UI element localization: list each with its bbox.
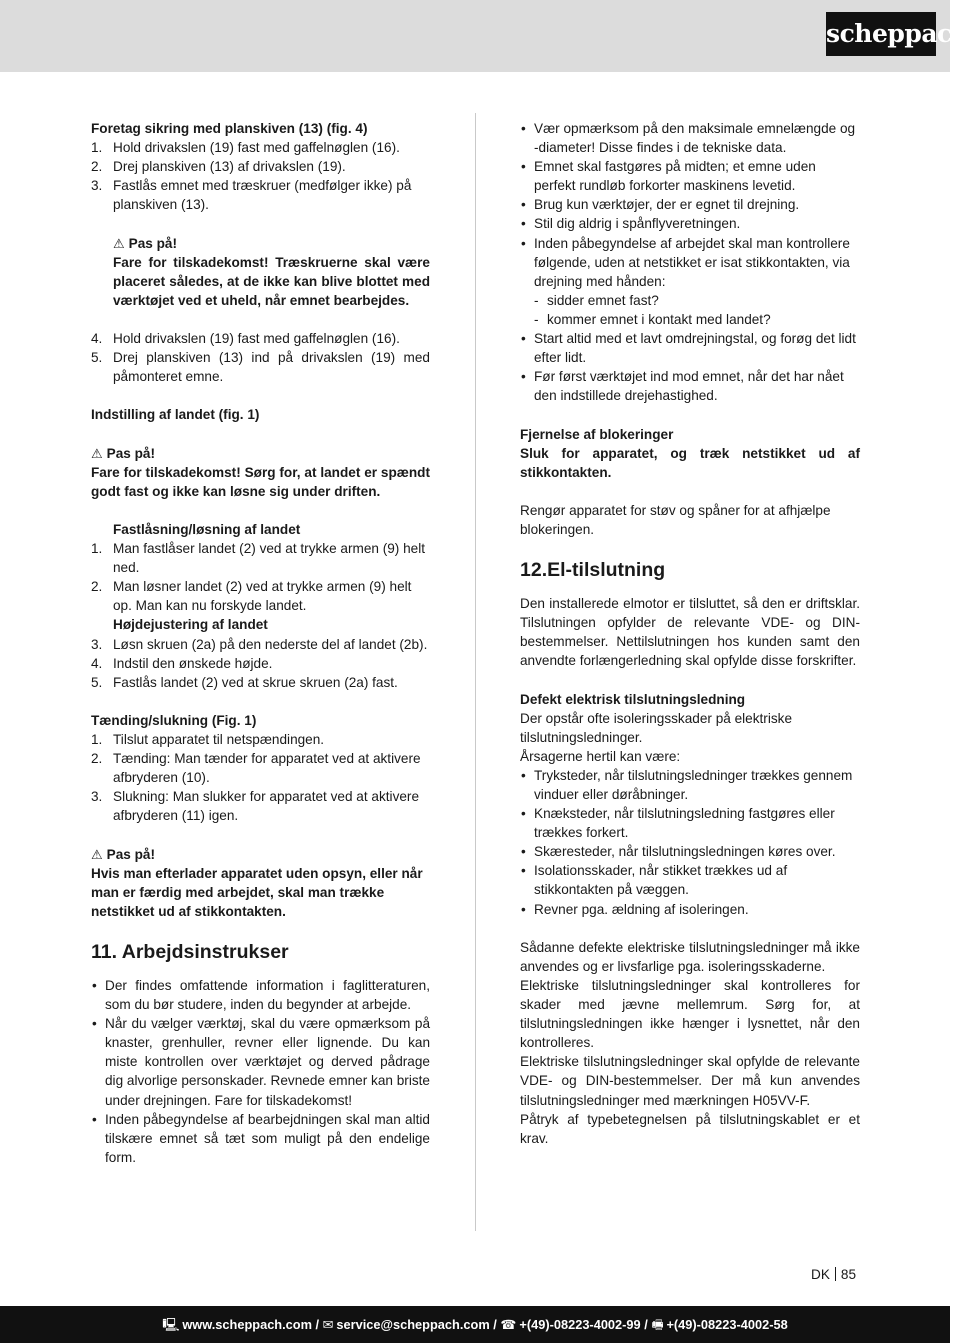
paragraph-eltilslutning: Den installerede elmotor er tilsluttet, så den er driftsklar. Tilslutningen opfylder de relevante VDE- og DIN-bestemmelser. Nettilslutningen hos kunden samt den anvendte forlængerledning skal opfylde disse forskrifter. <box>520 596 860 669</box>
section-title-12 <box>520 556 860 584</box>
bullet-icon: • <box>521 863 526 879</box>
dash-icon: - <box>534 311 539 327</box>
list-item <box>91 1014 430 1109</box>
item-text: Hold drivakslen (19) fast med gaffelnøglen (16). <box>113 331 400 347</box>
item-number: 3. <box>91 636 103 652</box>
list-item <box>91 976 430 1014</box>
item-text: Indstil den ønskede højde. <box>113 655 273 671</box>
numbered-list-2 <box>91 329 430 386</box>
dash-icon: - <box>534 292 539 308</box>
item-text: Revner pga. ældning af isoleringen. <box>534 901 749 917</box>
item-text: Der findes omfattende information i faglitteraturen, som du bør studere, inden du begynder at arbejde. <box>105 977 430 1013</box>
item-number: 2. <box>91 751 103 767</box>
item-text: Emnet skal fastgøres på midten; et emne uden perfekt rundløb forkorter maskinens levetid. <box>534 159 816 194</box>
list-item <box>91 654 430 673</box>
item-number: 3. <box>91 789 103 805</box>
list-item <box>520 804 860 842</box>
bullet-icon: • <box>521 806 526 822</box>
heading-taending: Tænding/slukning (Fig. 1) <box>91 712 257 728</box>
section-number: 11. <box>91 940 118 963</box>
warning-title: Pas på! <box>106 846 156 862</box>
list-item <box>520 214 860 233</box>
list-item <box>520 766 860 804</box>
item-text: Start altid med et lavt omdrejningstal, og forøg det lidt efter lidt. <box>534 331 856 366</box>
left-column <box>91 119 430 1167</box>
bullet-icon: • <box>521 844 526 860</box>
item-text: Drej planskiven (13) ind på drivakslen (19) med påmonteret emne. <box>113 350 430 385</box>
item-number: 3. <box>91 178 103 194</box>
section-title-text: El-tilslutning <box>547 559 666 582</box>
list-item <box>520 234 860 291</box>
section-title-text: Arbejdsinstrukser <box>121 940 289 963</box>
paragraph-c: Elektriske tilslutningsledninger skal opfylde de relevante VDE- og DIN-bestemmelser. Der må kun anvendes tilslutningsledninger med mærkningen H05VV-F. <box>520 1054 860 1108</box>
item-text: Inden påbegyndelse af arbejdet skal man kontrollere følgende, uden at netstikket er isat stikkontakten, via drejning med hånden: <box>534 235 850 289</box>
list-item <box>91 577 430 615</box>
item-text: Man fastlåser landet (2) ved at trykke armen (9) helt ned. <box>113 541 426 576</box>
warning-block-3 <box>91 845 430 921</box>
bullet-icon: • <box>521 369 526 385</box>
list-item <box>91 138 430 157</box>
item-text: Slukning: Man slukker for apparatet ved at aktivere afbryderen (11) igen. <box>113 789 420 824</box>
list-item <box>91 635 430 654</box>
section-number: 12. <box>520 559 548 582</box>
bullet-list-c <box>520 766 860 919</box>
item-text: Tilslut apparatet til netspændingen. <box>113 732 325 747</box>
dash-item <box>520 310 860 329</box>
header-bar <box>0 0 950 72</box>
list-item <box>520 861 860 899</box>
warning-icon: ⚠ <box>113 235 125 251</box>
item-text: Drej planskiven (13) af drivakslen (19). <box>113 159 346 175</box>
footer-phone: +(49)-08223-4002-99 / <box>519 1317 648 1332</box>
list-item <box>520 329 860 367</box>
warning-text: Fare for tilskadekomst! Sørg for, at landet er spændt godt fast og ikke kan løsne sig under driften. <box>91 464 430 499</box>
warning-text: Fare for tilskadekomst! Træskruerne skal være placeret således, at de ikke kan blive blottet med værktøjet ved et uheld, når emnet bearbejdes. <box>113 254 430 308</box>
numbered-list-1 <box>91 138 430 214</box>
list-item <box>520 842 860 861</box>
page-number-value: 85 <box>840 1267 857 1282</box>
blokering-text: Rengør apparatet for støv og spåner for at afhjælpe blokeringen. <box>520 502 831 537</box>
list-item <box>91 329 430 348</box>
warning-title: Pas på! <box>128 235 178 251</box>
item-text: Hold drivakslen (19) fast med gaffelnøglen (16). <box>113 140 400 156</box>
heading-planskive: Foretag sikring med planskiven (13) (fig. 4) <box>91 121 368 136</box>
item-text: Løsn skruen (2a) på den nederste del af landet (2b). <box>113 636 428 652</box>
item-number: 5. <box>91 350 103 366</box>
item-number: 4. <box>91 655 103 671</box>
mail-icon: ✉ <box>322 1317 334 1332</box>
paragraph-b: Elektriske tilslutningsledninger skal kontrolleres for skader med jævne mellemrum. Sørg for, at tilslutningsledningen ikke hænger i lysnettet, når den kontrolleres. <box>520 977 860 1051</box>
bullet-icon: • <box>92 977 97 993</box>
list-item <box>91 539 430 577</box>
bullet-icon: • <box>521 197 526 213</box>
item-text: Før først værktøjet ind mod emnet, når det har nået den indstillede drejehastighed. <box>534 369 844 404</box>
footer-bar <box>0 1306 950 1343</box>
bullet-list-11 <box>91 976 430 1167</box>
item-number: 1. <box>91 732 103 747</box>
item-number: 1. <box>91 140 103 156</box>
heading-landet: Indstilling af landet (fig. 1) <box>91 407 260 423</box>
brand-logo: scheppach <box>826 12 936 56</box>
item-number: 2. <box>91 159 103 175</box>
bullet-icon: • <box>521 901 526 917</box>
language-code: DK <box>811 1267 830 1282</box>
list-item <box>91 176 430 214</box>
bullet-icon: • <box>521 216 526 232</box>
list-item <box>520 157 860 195</box>
list-item <box>520 195 860 214</box>
bullet-icon: • <box>92 1111 97 1127</box>
warning-icon: ⚠ <box>91 846 103 862</box>
item-text: Man løsner landet (2) ved at trykke armen (9) helt op. Man kan nu forskyde landet. <box>113 579 412 614</box>
list-item <box>91 749 430 787</box>
item-text: Isolationsskader, når stikket trækkes ud af stikkontakten på væggen. <box>534 863 788 898</box>
item-text: Fastlås emnet med træskruer (medfølger ikke) på planskiven (13). <box>113 178 412 213</box>
numbered-list-5 <box>91 730 430 825</box>
page-number <box>811 1265 856 1284</box>
bullet-icon: • <box>521 159 526 175</box>
list-item <box>520 119 860 157</box>
bullet-icon: • <box>92 1016 97 1032</box>
bullet-icon: • <box>521 235 526 251</box>
section-title-11 <box>91 938 430 966</box>
bullet-list-a <box>520 119 860 405</box>
fax-icon: 🖷 <box>651 1317 664 1332</box>
item-number: 1. <box>91 541 103 557</box>
numbered-list-4 <box>91 635 430 692</box>
list-item <box>91 673 430 692</box>
paragraph-defekt: Der opstår ofte isoleringsskader på elektriske tilslutningsledninger. <box>520 710 793 745</box>
item-text: Når du vælger værktøj, skal du være opmærksom på knaster, grenhuller, revner eller lignende. Du kan miste kontrollen over værktøjet og derved pådrage dig alvorlige personskader. Revnede emner kan briste under drejningen. Fare for tilskadekomst! <box>105 1016 430 1108</box>
item-text: Tænding: Man tænder for apparatet ved at aktivere afbryderen (10). <box>113 751 421 786</box>
list-item <box>91 730 430 749</box>
footer-fax: +(49)-08223-4002-58 <box>666 1317 788 1332</box>
warning-block-1 <box>91 234 430 310</box>
footer-email[interactable]: service@scheppach.com / <box>336 1317 497 1332</box>
list-item <box>520 367 860 405</box>
item-text: Knæksteder, når tilslutningsledning fastgøres eller trækkes forkert. <box>534 806 835 841</box>
list-item <box>91 1110 430 1167</box>
paragraph-cause: Årsagerne hertil kan være: <box>520 748 681 764</box>
blokering-warning: Sluk for apparatet, og træk netstikket ud af stikkontakten. <box>520 445 860 480</box>
warning-block-2 <box>91 444 430 501</box>
warning-icon: ⚠ <box>91 445 103 461</box>
right-column <box>520 119 860 1148</box>
numbered-list-3 <box>91 539 430 615</box>
item-text: Brug kun værktøjer, der er egnet til drejning. <box>534 197 800 213</box>
bullet-icon: • <box>521 767 526 783</box>
subheading-hoejdejustering: Højdejustering af landet <box>113 617 268 633</box>
paragraph-a: Sådanne defekte elektriske tilslutningsledninger må ikke anvendes og er livsfarlige pga. isoleringsskaderne. <box>520 939 860 974</box>
bullet-icon: • <box>521 331 526 347</box>
heading-blokeringer: Fjernelse af blokeringer <box>520 426 674 442</box>
item-text: Vær opmærksom på den maksimale emnelængde og -diameter! Disse findes i de tekniske data. <box>534 121 856 156</box>
warning-title: Pas på! <box>106 445 156 461</box>
item-number: 2. <box>91 579 103 595</box>
list-item <box>91 348 430 386</box>
dash-item <box>520 291 860 310</box>
subheading-fastlaasning: Fastlåsning/løsning af landet <box>113 521 301 537</box>
item-text: sidder emnet fast? <box>547 292 659 308</box>
item-number: 5. <box>91 674 103 690</box>
bullet-icon: • <box>521 121 526 136</box>
column-divider <box>475 113 476 1231</box>
item-number: 4. <box>91 331 103 347</box>
item-text: Skæresteder, når tilslutningsledningen køres over. <box>534 844 836 860</box>
paragraph-d: Påtryk af typebetegnelsen på tilslutningskablet er et krav. <box>520 1111 860 1146</box>
list-item <box>520 900 860 919</box>
item-text: Stil dig aldrig i spånflyveretningen. <box>534 216 741 232</box>
heading-defekt: Defekt elektrisk tilslutningsledning <box>520 691 746 707</box>
item-text: kommer emnet i kontakt med landet? <box>547 311 771 327</box>
warning-text: Hvis man efterlader apparatet uden opsyn, eller når man er færdig med arbejdet, skal man trække netstikket ud af stikkontakten. <box>91 865 423 919</box>
footer-website[interactable]: www.scheppach.com / <box>182 1317 320 1332</box>
phone-icon: ☎ <box>500 1317 517 1332</box>
item-text: Tryksteder, når tilslutningsledninger trækkes gennem vinduer eller døråbninger. <box>534 767 853 802</box>
list-item <box>91 157 430 176</box>
computer-icon: 🖳 <box>162 1317 180 1332</box>
item-text: Fastlås landet (2) ved at skrue skruen (2a) fast. <box>113 674 398 690</box>
list-item <box>91 787 430 825</box>
item-text: Inden påbegyndelse af bearbejdningen skal man altid tilskære emnet så tæt som muligt på den endelige form. <box>105 1111 430 1165</box>
